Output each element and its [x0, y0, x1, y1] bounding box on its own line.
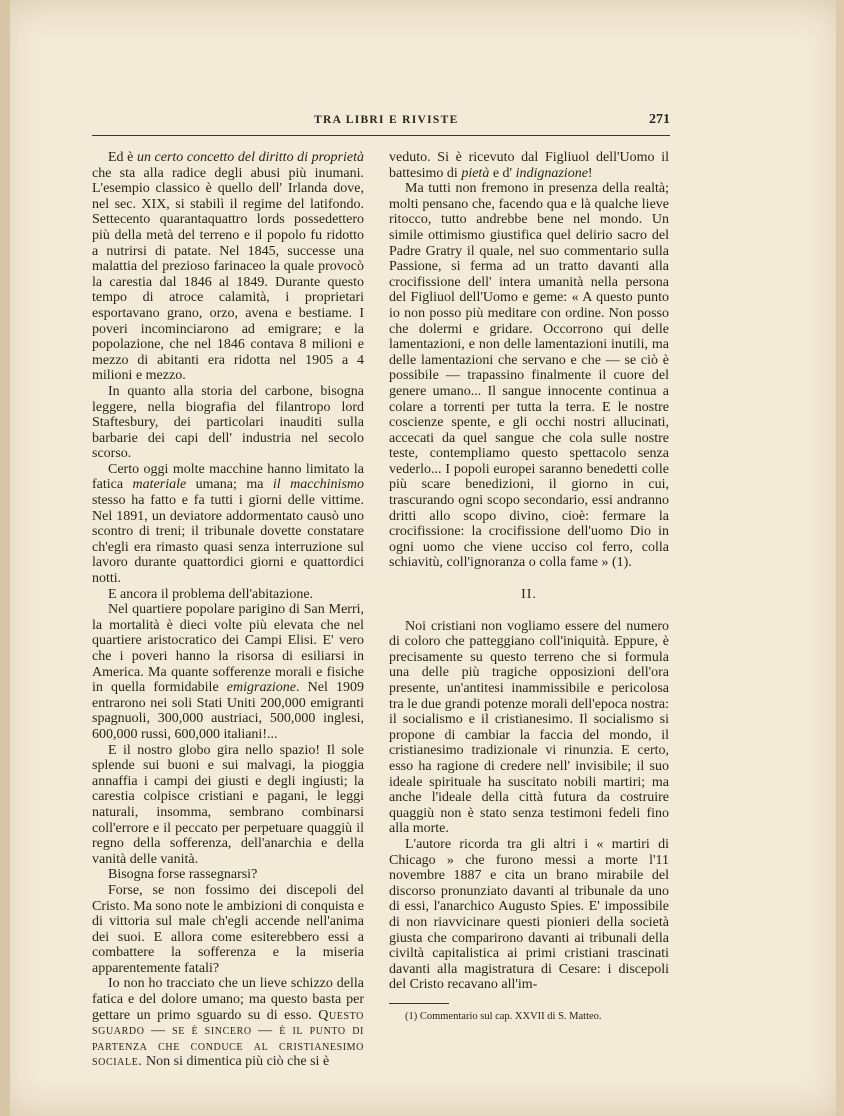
page-edge-right — [836, 0, 844, 1116]
footnote: (1) Commentario sul cap. XXVII di S. Matteo. — [405, 1010, 602, 1022]
right-column — [389, 150, 669, 1023]
left-column — [92, 150, 364, 1070]
paragraph: Noi cristiani non vogliamo essere del numero di coloro che patteggiano coll'iniquità. Eppure, è precisamente su questo terreno che si formula una delle più tragiche opposizioni dell'ora presente, un'antitesi inammissibile e pericolosa tra le due grandi potenze morali dell'epoca nostra: il socialismo e il cristianesimo. Il socialismo si propone di cambiar la faccia del mondo, il cristianesimo tradizionale vi rinunzia. E certo, esso ha ragione di credere nell' invisibile; il suo ideale spirituale ha suscitato nobili martiri; ma anche l'ideale della città futura da costruire quaggiù non è stato senza testimoni fedeli fino alla morte. — [389, 618, 669, 837]
paragraph: Forse, se non fossimo dei discepoli del Cristo. Ma sono note le ambizioni di conquista e di vittoria sul male ch'egli accende nell'anima dei suoi. E allora come esiterebbero essi a combattere la sofferenza e la miseria apparentemente fatali? — [92, 882, 364, 976]
section-heading: II. — [521, 587, 537, 603]
paragraph: Bisogna forse rassegnarsi? — [108, 867, 258, 883]
paragraph: E ancora il problema dell'abitazione. — [108, 586, 314, 602]
paragraph: veduto. Si è ricevuto dal Figliuol dell'Uomo il battesimo di pietà e d' indignazione! — [389, 150, 669, 181]
page-number: 271 — [649, 112, 670, 127]
paragraph: Io non ho tracciato che un lieve schizzo della fatica e del dolore umano; ma questo basta per gettare un primo sguardo su di esso. Questo sguardo — se è sincero — è il punto di partenza che conduce al cristianesimo sociale. Non si dimentica più ciò che si è — [92, 976, 364, 1070]
page-header — [92, 112, 670, 134]
paragraph: Ed è un certo concetto del diritto di proprietà che sta alla radice degli abusi più inumani. L'esempio classico è quello dell' Irlanda dove, nel sec. XIX, si stabilì il regime del latifondo. Settecento quarantaquattro lords possedettero più della metà del terreno e il popolo fu ridotto a nutrirsi di patate. Nel 1845, successe una malattia del prezioso farinaceo la quale provocò la carestia dal 1846 al 1849. Durante questo tempo di atroce calamità, i proprietari esportavano grano, orzo, avena e bestiame. I poveri incominciarono ad emigrare; e la popolazione, che nel 1846 contava 8 milioni e mezzo di abitanti era ridotta nel 1905 a 4 milioni e mezzo. — [92, 150, 364, 384]
paragraph: Nel quartiere popolare parigino di San Merri, la mortalità è dieci volte più elevata che nel quartiere aristocratico dei Campi Elisi. E' vero che i poveri hanno la risorsa di esiliarsi in America. Ma quante sofferenze morali e fisiche in quella formidabile emigrazione. Nel 1909 entrarono nei soli Stati Uniti 200,000 emigranti spagnuoli, 300,000 austriaci, 500,000 inglesi, 600,000 russi, 600,000 italiani!... — [92, 602, 364, 742]
paragraph: E il nostro globo gira nello spazio! Il sole splende sui buoni e sui malvagi, la pioggia annaffia i campi dei giusti e degli ingiusti; la carestia colpisce cristiani e pagani, le leggi naturali, insomma, sembrano combinarsi coll'errore e il peccato per perpetuare quaggiù il regno della sofferenza, dell'anarchia e della vanità delle vanità. — [92, 742, 364, 867]
running-title: TRA LIBRI E RIVISTE — [314, 114, 459, 126]
paragraph: In quanto alla storia del carbone, bisogna leggere, nella biografia del filantropo lord Staftesbury, dei particolari inauditi sulla barbarie dei capi dell' industria nel secolo scorso. — [92, 383, 364, 462]
page-edge-left — [0, 0, 10, 1116]
footnote-rule — [389, 1003, 449, 1004]
small-caps-phrase: Questo sguardo — se è sincero — è il punto di partenza che conduce al cristianesimo sociale. — [92, 1007, 364, 1070]
paragraph: Ma tutti non fremono in presenza della realtà; molti pensano che, facendo qua e là qualche lieve ritocco, tutto andrebbe bene nel mondo. Un simile ottimismo giustifica quel delirio sacro del Padre Gratry il quale, nel suo commentario sulla Passione, si ferma ad un tratto davanti alla crocifissione dell' intera umanità nella persona del Figliuol dell'Uomo e geme: « A questo punto io non posso più meditare con ordine. Non posso che dolermi e gridare. Occorrono qui delle lamentazioni, e non delle lamentazioni inutili, ma delle lamentazioni che servano e che — se ciò è possibile — trapassino finalmente il cuore del genere umano... Il sangue innocente continua a colare a torrenti per tutta la terra. E le nostre coscienze spente, e gli occhi nostri allucinati, accecati da quel sangue che cola sulle nostre teste, contempliamo questo spettacolo senza vederlo... I popoli europei saranno benedetti colle più scare benedizioni, il giorno in cui, trascurando ogni scopo secondario, essi andranno dritti allo scopo divino, cioè: fermare la crocifissione: la crocifissione dell'uomo Dio in ogni uomo che viene ucciso col ferro, colla schiavitù, coll'ignoranza o colla fame » (1). — [389, 181, 669, 571]
header-rule — [92, 135, 670, 136]
paragraph: L'autore ricorda tra gli altri i « martiri di Chicago » che furono messi a morte l'11 novembre 1887 e cita un brano mirabile del discorso pronunziato davanti al tribunale da uno di essi, l'anarchico Augusto Spies. E' impossibile di non riavvicinare questi pionieri della società giusta che comparirono davanti ai tribunali della civiltà capitalistica ai primi cristiani trascinati davanti alla magistratura di Cesare: i discepoli del Cristo recavano all'im- — [389, 836, 669, 993]
paragraph: Certo oggi molte macchine hanno limitato la fatica materiale umana; ma il macchinismo stesso ha fatto e fa tutti i giorni delle vittime. Nel 1891, un deviatore addormentato causò uno scontro di treni; il tribunale dovette constatare ch'egli era rimasto quasi senza interruzione sul lavoro durante quattordici giorni e quattordici notti. — [92, 461, 365, 587]
